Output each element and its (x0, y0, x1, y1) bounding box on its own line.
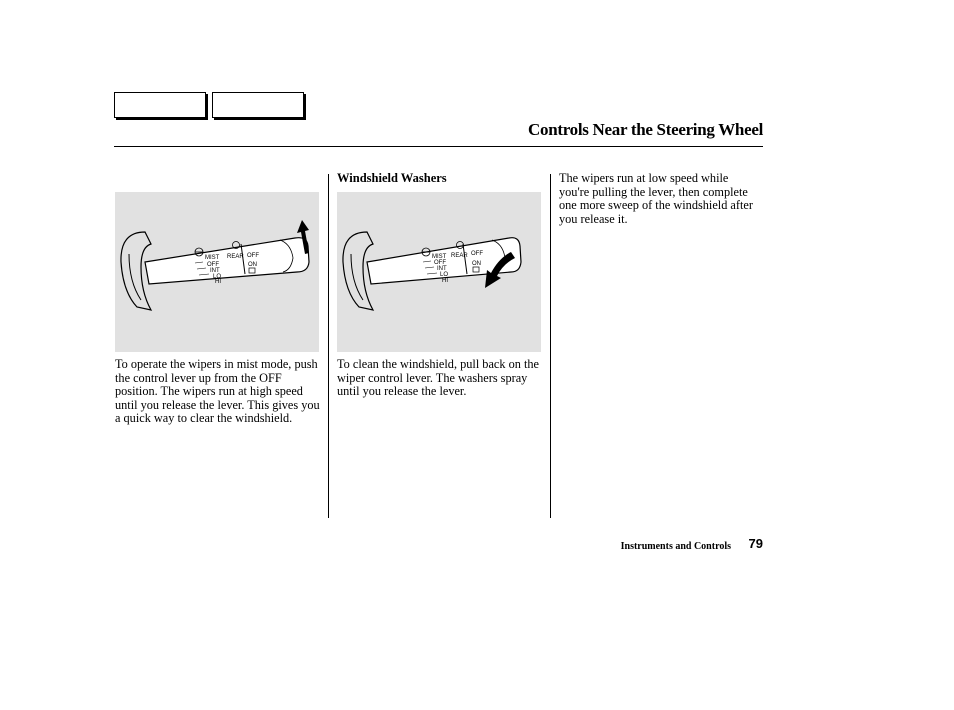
nav-box-previous[interactable] (114, 92, 206, 118)
wiper-lever-washer-illustration (337, 192, 541, 352)
lever-label-rear-off: OFF (247, 253, 259, 259)
lever-label-rear: REAR (451, 253, 468, 259)
lever-label-lo: LO (213, 274, 222, 280)
lever-label-hi: HI (215, 279, 221, 285)
column-divider (328, 174, 329, 518)
lever-label-rear-on: ON (472, 261, 481, 267)
wiper-speed-paragraph: The wipers run at low speed while you're pulling the lever, then complete one more sweep of the windshield after you release it. (559, 171, 753, 226)
lever-label-rear-off: OFF (471, 251, 483, 257)
lever-label-mist: MIST (432, 254, 447, 260)
column-divider (550, 174, 551, 518)
washer-paragraph: To clean the windshield, pull back on the wiper control lever. The washers spray until you release the lever. (337, 357, 539, 398)
mist-mode-paragraph: To operate the wipers in mist mode, push the control lever up from the OFF position. The wipers run at high speed until you release the lever. This gives you a quick way to clear the windshield. (115, 357, 320, 425)
lever-label-lo: LO (440, 272, 449, 278)
nav-box-next[interactable] (212, 92, 304, 118)
footer-section-title: Instruments and Controls (620, 541, 731, 552)
lever-label-mist: MIST (205, 255, 220, 261)
lever-label-rear-on: ON (248, 262, 257, 268)
wiper-lever-mist-illustration (115, 192, 319, 352)
lever-label-hi: HI (442, 278, 448, 284)
page-title: Controls Near the Steering Wheel (528, 120, 763, 139)
lever-label-off: OFF (434, 260, 446, 266)
lever-label-off: OFF (207, 262, 219, 268)
page-number: 79 (748, 536, 763, 551)
lever-label-int: INT (437, 266, 447, 272)
lever-label-int: INT (210, 268, 220, 274)
header-rule (114, 146, 763, 147)
lever-label-rear: REAR (227, 254, 244, 260)
section-heading: Windshield Washers (337, 171, 447, 185)
wiper-lever (145, 238, 309, 284)
